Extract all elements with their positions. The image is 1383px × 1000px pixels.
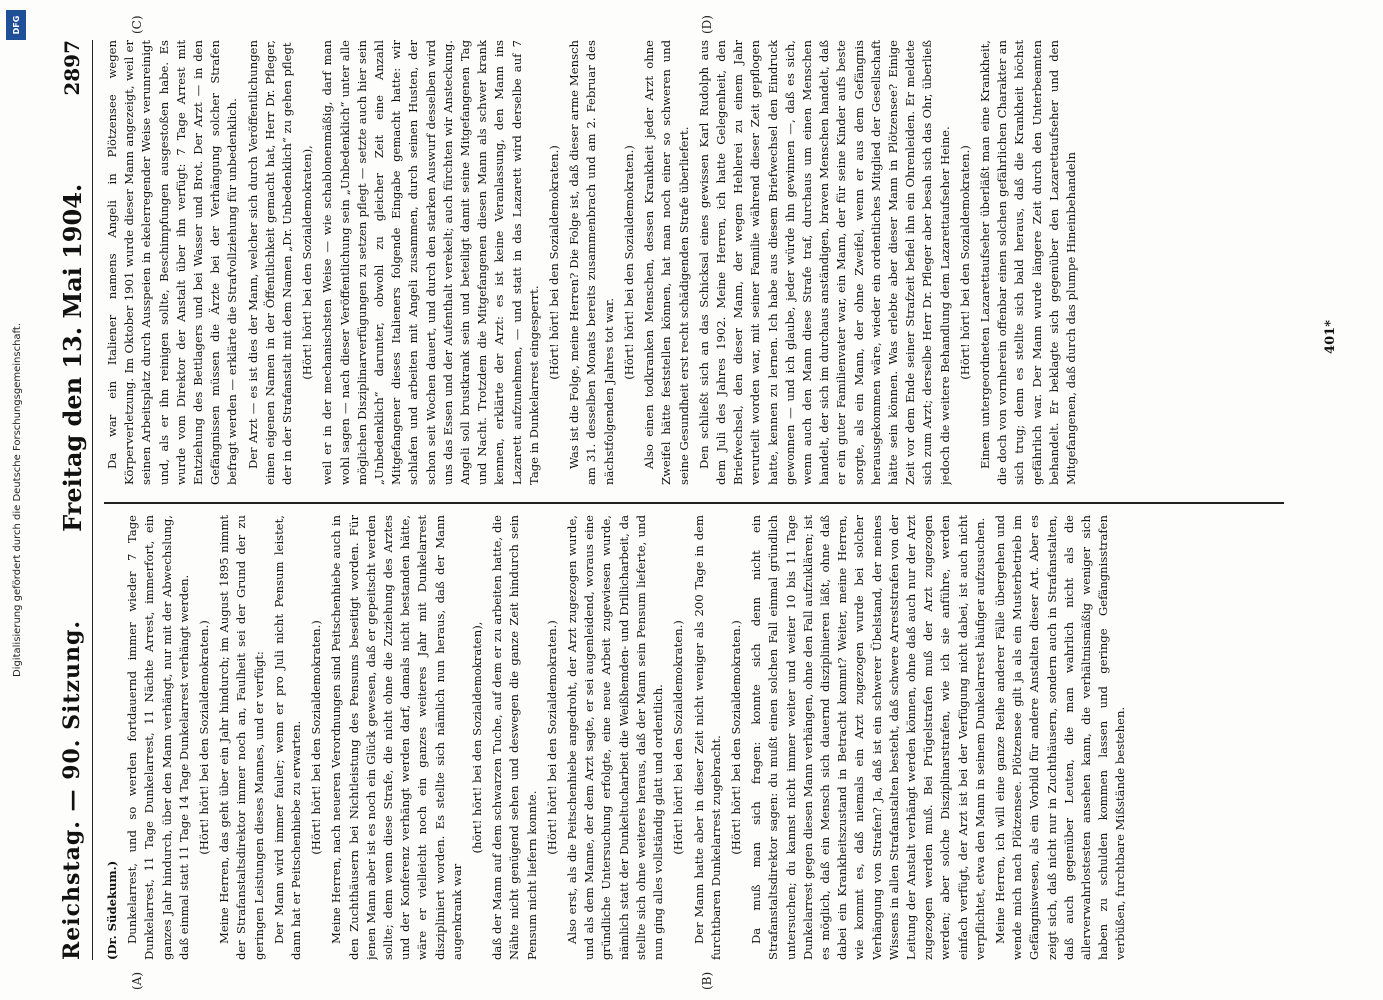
margin-mark-a: (A) <box>130 971 144 990</box>
interjection: (Hört! hört! bei den Sozialdemokraten.) <box>547 145 562 380</box>
paragraph: Meine Herren, das geht über ein Jahr hindurch; im August 1895 nimmt der Strafanstaltsdirektor immer noch an, Faulheit sei der Grund der zu geringen Leistungen dieses Mannes, und er verfügt: <box>217 515 266 960</box>
paragraph: daß der Mann auf dem schwarzen Tuche, auf dem er zu arbeiten hatte, die Nähte nicht genügend sehen und deswegen die ganze Zeit hindurch sein Pensum nicht liefern konnte. <box>490 515 539 960</box>
paragraph: Da war ein Italiener namens Angeli in Plötzensee wegen Körperverletzung. Im Oktober 1901 wurde dieser Mann angezeigt, weil er seinen Arbeitsplatz durch Ausspeien in ekelerregender Weise verunreinigt und, als er ihn reinigen sollte, Beschimpfungen ausgestoßen habe. Es wurde vom Direktor der Anstalt über ihn verfügt: 7 Tage Arrest mit Entziehung des Bettlagers und bei Wasser und Brot. Der Arzt — in den Gefängnissen müssen die Ärzte bei der Verhängung solcher Strafen befragt werden — erklärte die Strafvollziehung für unbedenklich. <box>105 40 240 485</box>
speaker-label: (Dr. Südekum.) <box>105 860 119 960</box>
interjection: (Hört! hört! bei den Sozialdemokraten.) <box>957 145 972 380</box>
interjection: (Hört! hört! bei den Sozialdemokraten.) <box>309 620 324 855</box>
page-number: 2897 <box>60 40 84 96</box>
header-session: Reichstag. — 90. Sitzung. <box>59 619 85 960</box>
paragraph: Meine Herren, ich will eine ganze Reihe anderer Fälle übergehen und wende mich nach Plötzensee. Plötzensee gilt ja als ein Musterbetrieb im Gefängniswesen, als ein Vorbild für andere Anstalten dieser Art. Aber es zeigt sich, daß nicht nur in Zuchthäusern, sondern auch in Strafanstalten, daß auch gegenüber Leuten, die man wahrlich nicht als die allerverwahrlostesten ansehen kann, die verhältnismäßig weniger sich haben zu schulden kommen lassen und geringe Gefängnisstrafen verbüßen, furchtbare Mißstände bestehen. <box>992 515 1128 960</box>
paragraph: Da muß man sich fragen: konnte sich denn nicht ein Strafanstaltsdirektor sagen: du mußt einen solchen Fall einmal gründlich untersuchen; du kannst nicht immer weiter und weiter 10 bis 11 Tage Dunkelarrest gegen diesen Mann verhängen, ohne den Fall aufzuklären; ist es möglich, daß ein Mensch sich dauernd disziplinieren läßt, ohne daß dabei ein Krankheitszustand in Betracht kommt? Weiter, meine Herren, wie kommt es, daß niemals ein Arzt zugezogen wurde bei solcher Verhängung von Strafen? Ja, daß ist ein schwerer Übelstand, der meines Wissens in allen Strafanstalten besteht, daß schwere Arreststrafen von der Leitung der Anstalt verhängt werden können, ohne daß auch nur der Arzt zugezogen werden muß. Bei Prügelstrafen muß der Arzt zugezogen werden; aber solche Disziplinarstrafen, wie ich sie anführe, werden einfach verfügt, der Arzt ist bei der Verfügung nicht dabei, ist auch nicht verpflichtet, etwa den Mann in seinem Dunkelarrest häufiger aufzusuchen. <box>749 515 987 960</box>
header-date: Freitag den 13. Mai 1904. <box>57 183 87 532</box>
interjection: (Hört! hört! bei den Sozialdemokraten.) <box>728 620 743 855</box>
digitization-text: Digitalisierung gefördert durch die Deutsche Forschungsgemeinschaft. <box>11 322 23 678</box>
interjection: (Hört! hört! bei den Sozialdemokraten.) <box>197 620 212 855</box>
paragraph: Also erst, als die Peitschenhiebe angedroht, der Arzt zugezogen wurde, und als dem Manne, der dem Arzt sagte, er sei augenleidend, woraus eine gründliche Untersuchung erfolgte, eine neue Arbeit zugewiesen wurde, nämlich statt der Dunkeltucharbeit die Weißhemden- und Drillicharbeit, da stellte sich ohne weiteres heraus, daß der Mann sein Pensum lieferte, und nun ging alles vollständig glatt und ordentlich. <box>565 515 666 960</box>
left-column <box>104 515 1304 960</box>
digitization-note <box>0 0 34 1000</box>
interjection: (Hört! hört! bei den Sozialdemokraten), <box>300 145 315 380</box>
footer-signature-number: 401* <box>1323 320 1338 354</box>
right-column <box>104 40 1304 485</box>
dfg-logo: DFG <box>6 10 26 40</box>
interjection: (Hört! hört! bei den Sozialdemokraten.) <box>671 620 686 855</box>
paragraph: Also einen todkranken Menschen, dessen Krankheit jeder Arzt ohne Zweifel hätte feststellen können, hat man noch einer so schweren und seine Gesundheit erst recht schädigenden Strafe überliefert. <box>642 40 691 485</box>
paragraph: Meine Herren, nach neueren Verordnungen sind Peitschenhiebe auch in den Zuchthäusern bei Nichtleistung des Pensums beseitigt worden. Für jenen Mann aber ist es noch ein Glück gewesen, daß er gepeitscht werden sollte; denn wenn diese Strafe, die nicht ohne die Zuziehung des Arztes und der Konferenz verhängt werden darf, damals nicht bestanden hätte, wäre er vielleicht noch ein ganzes weiteres Jahr mit Dunkelarrest diszipliniert worden. Es stellte sich nämlich nun heraus, daß der Mann augenkrank war <box>329 515 464 960</box>
page-header <box>52 40 93 960</box>
interjection: (Hört! hört! bei den Sozialdemokraten.) <box>544 620 559 855</box>
paragraph: Der Mann hatte aber in dieser Zeit nicht weniger als 200 Tage in dem furchtbaren Dunkelarrest zugebracht. <box>691 515 723 960</box>
paragraph: Dunkelarrest, und so werden fortdauernd immer wieder 7 Tage Dunkelarrest, 11 Tage Dunkelarrest, 11 Nächte Arrest, immerfort, ein ganzes Jahr hindurch, über den Mann verhängt, nur mit der Abwechslung, daß einmal statt 11 Tage 14 Tage Dunkelarrest verhängt werden. <box>125 515 191 960</box>
interjection: (Hört! hört! bei den Sozialdemokraten.) <box>621 145 636 380</box>
paragraph: Was ist die Folge, meine Herren? Die Folge ist, daß dieser arme Mensch am 31. desselben Monats bereits zusammenbrach und am 2. Februar des nächstfolgenden Jahres tot war. <box>567 40 616 485</box>
margin-mark-d: (D) <box>700 15 714 34</box>
paragraph: Der Arzt — es ist dies der Mann, welcher sich durch Veröffentlichungen einen eigenen Namen in der Öffentlichkeit gemacht hat, Herr Dr. Pfleger, der in der Strafanstalt mit dem Namen „Dr. Unbedenklich“ zu gehen pflegt <box>245 40 295 485</box>
interjection: (hört! hört! bei den Sozialdemokraten), <box>470 621 485 854</box>
margin-mark-b: (B) <box>700 971 714 990</box>
paragraph: Einem untergeordneten Lazarettaufseher überläßt man eine Krankheit, die doch von vornherein offenbar einen solchen gefährlichen Charakter an sich trug; denn es stellte sich bald heraus, daß die Krankheit höchst gefährlich war. Der Mann wurde längere Zeit durch den Unterbeamten behandelt. Er beklagte sich gegenüber den Lazarettaufseher und den Mitgefangenen, daß durch das plumpe Hineinbehandeln <box>977 40 1078 485</box>
paragraph: Den schließt sich an das Schicksal eines gewissen Karl Rudolph aus dem Juli des Jahres 1902. Meine Herren, ich hatte Gelegenheit, den Briefwechsel, den dieser Mann, der wegen Hehlerei zu einem Jahr verurteilt worden war, mit seiner Familie während dieser Zeit gepflogen hatte, kennen zu lernen. Ich habe aus diesem Briefwechsel den Eindruck gewonnen — und ich glaube, jeder würde ihn gewinnen —, daß es sich, wenn auch den Mann diese Strafe traf, durchaus um einen Menschen handelt, der sich im durchaus anständigen, braven Menschen handelt, daß er ein guter Familienvater war, ein Mann, der für seine Kinder aufs beste sorgte, als ein Mann, der ohne Zweifel, wenn er aus dem Gefängnis herausgekommen wäre, wieder ein ordentliches Mitglied der Gesellschaft hätte sein können. Was erlebte aber dieser Mann in Plötzensee? Einige Zeit vor dem Ende seiner Strafzeit befiel ihn ein Ohrenleiden. Er meldete sich zum Arzt; derselbe Herr Dr. Pfleger aber besah sich das Ohr, überließ jedoch die weitere Behandlung dem Lazarettaufseher Heine. <box>696 40 952 485</box>
margin-mark-c: (C) <box>130 15 144 34</box>
quotation: Der Mann wird immer fauler; wenn er pro Juli nicht Pensum leistet, dann hat er Peitschenhiebe zu erwarten. <box>271 515 304 960</box>
column-divider <box>104 502 1284 504</box>
paragraph: weil er in der mechanischsten Weise — wie schablonenmäßig, darf man wohl sagen — nach dieser Veröffentlichung sein „Unbedenklich“ unter alle möglichen Disziplinarverfügungen zu setzen pflegt — setzte auch hier sein „Unbedenklich“ darunter, obwohl zu gleicher Zeit eine Anzahl Mitgefangener dieses Italieners folgende Eingabe gemacht hatte: wir schlafen und arbeiten mit Angeli zusammen, durch seinen Husten, der schon seit Wochen dauert, und durch den starken Auswurf desselben wird uns das Essen und der Aufenthalt verekelt; auch fürchten wir Ansteckung. Angeli soll brustkrank sein und beteiligt damit seine Mitgefangenen Tag und Nacht. Trotzdem die Mitgefangenen diesen Mann als schwer krank kennen, erklärte der Arzt: es ist keine Veranlassung, den Mann ins Lazarett aufzunehmen, — und statt in das Lazarett wird derselbe auf 7 Tage in Dunkelarrest eingesperrt. <box>320 40 541 485</box>
